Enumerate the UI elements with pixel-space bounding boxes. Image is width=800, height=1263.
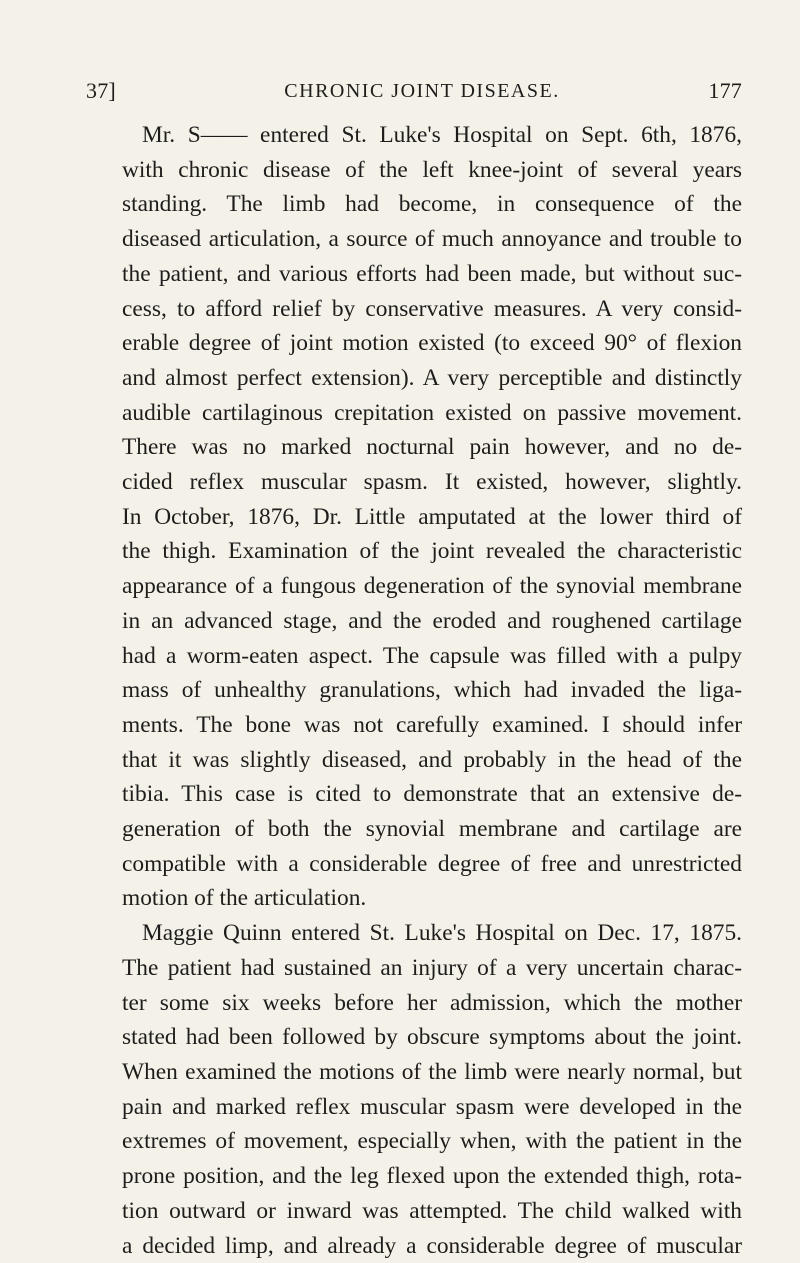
text-line: When examined the motions of the limb were nearly normal, but bbox=[102, 1055, 742, 1090]
paragraph-case-maggie-quinn bbox=[102, 916, 742, 1263]
text-line: diseased articulation, a source of much annoyance and trouble to bbox=[102, 222, 742, 257]
text-line: motion of the articulation. bbox=[102, 881, 742, 916]
text-line: extremes of movement, especially when, with the patient in the bbox=[102, 1124, 742, 1159]
text-line: The patient had sustained an injury of a very uncertain charac- bbox=[102, 951, 742, 986]
text-line: in an advanced stage, and the eroded and roughened cartilage bbox=[102, 604, 742, 639]
text-line: compatible with a considerable degree of free and unrestricted bbox=[102, 847, 742, 882]
text-line: mass of unhealthy granulations, which had invaded the liga- bbox=[102, 673, 742, 708]
text-line: and almost perfect extension). A very perceptible and distinctly bbox=[102, 361, 742, 396]
text-line: standing. The limb had become, in consequence of the bbox=[102, 187, 742, 222]
text-line: that it was slightly diseased, and probably in the head of the bbox=[102, 743, 742, 778]
text-line: appearance of a fungous degeneration of the synovial membrane bbox=[102, 569, 742, 604]
text-line: had a worm-eaten aspect. The capsule was filled with a pulpy bbox=[102, 639, 742, 674]
text-line: prone position, and the leg flexed upon the extended thigh, rota- bbox=[102, 1159, 742, 1194]
paragraph-case-mr-s bbox=[102, 118, 742, 916]
text-line: Mr. S—— entered St. Luke's Hospital on Sept. 6th, 1876, bbox=[102, 118, 742, 153]
text-line: erable degree of joint motion existed (to exceed 90° of flexion bbox=[102, 326, 742, 361]
text-line: pain and marked reflex muscular spasm were developed in the bbox=[102, 1090, 742, 1125]
text-line: tion outward or inward was attempted. The child walked with bbox=[102, 1194, 742, 1229]
text-line: generation of both the synovial membrane and cartilage are bbox=[102, 812, 742, 847]
text-line: the patient, and various efforts had been made, but without suc- bbox=[102, 257, 742, 292]
text-line: Maggie Quinn entered St. Luke's Hospital on Dec. 17, 1875. bbox=[102, 916, 742, 951]
body-text bbox=[102, 118, 742, 1263]
text-line: In October, 1876, Dr. Little amputated at the lower third of bbox=[102, 500, 742, 535]
text-line: ments. The bone was not carefully examined. I should infer bbox=[102, 708, 742, 743]
text-line: There was no marked nocturnal pain however, and no de- bbox=[102, 430, 742, 465]
folio-left: 37] bbox=[86, 74, 116, 108]
text-line: cided reflex muscular spasm. It existed, however, slightly. bbox=[102, 465, 742, 500]
running-head bbox=[102, 74, 742, 108]
text-line: with chronic disease of the left knee-joint of several years bbox=[102, 153, 742, 188]
text-line: tibia. This case is cited to demonstrate that an extensive de- bbox=[102, 777, 742, 812]
text-line: stated had been followed by obscure symptoms about the joint. bbox=[102, 1020, 742, 1055]
text-line: the thigh. Examination of the joint revealed the characteristic bbox=[102, 534, 742, 569]
text-line: ter some six weeks before her admission, which the mother bbox=[102, 986, 742, 1021]
text-line: a decided limp, and already a considerable degree of muscular bbox=[102, 1229, 742, 1263]
running-title: CHRONIC JOINT DISEASE. bbox=[102, 74, 742, 108]
text-line: audible cartilaginous crepitation existed on passive movement. bbox=[102, 396, 742, 431]
page-number: 177 bbox=[708, 74, 742, 108]
text-line: cess, to afford relief by conservative measures. A very consid- bbox=[102, 292, 742, 327]
